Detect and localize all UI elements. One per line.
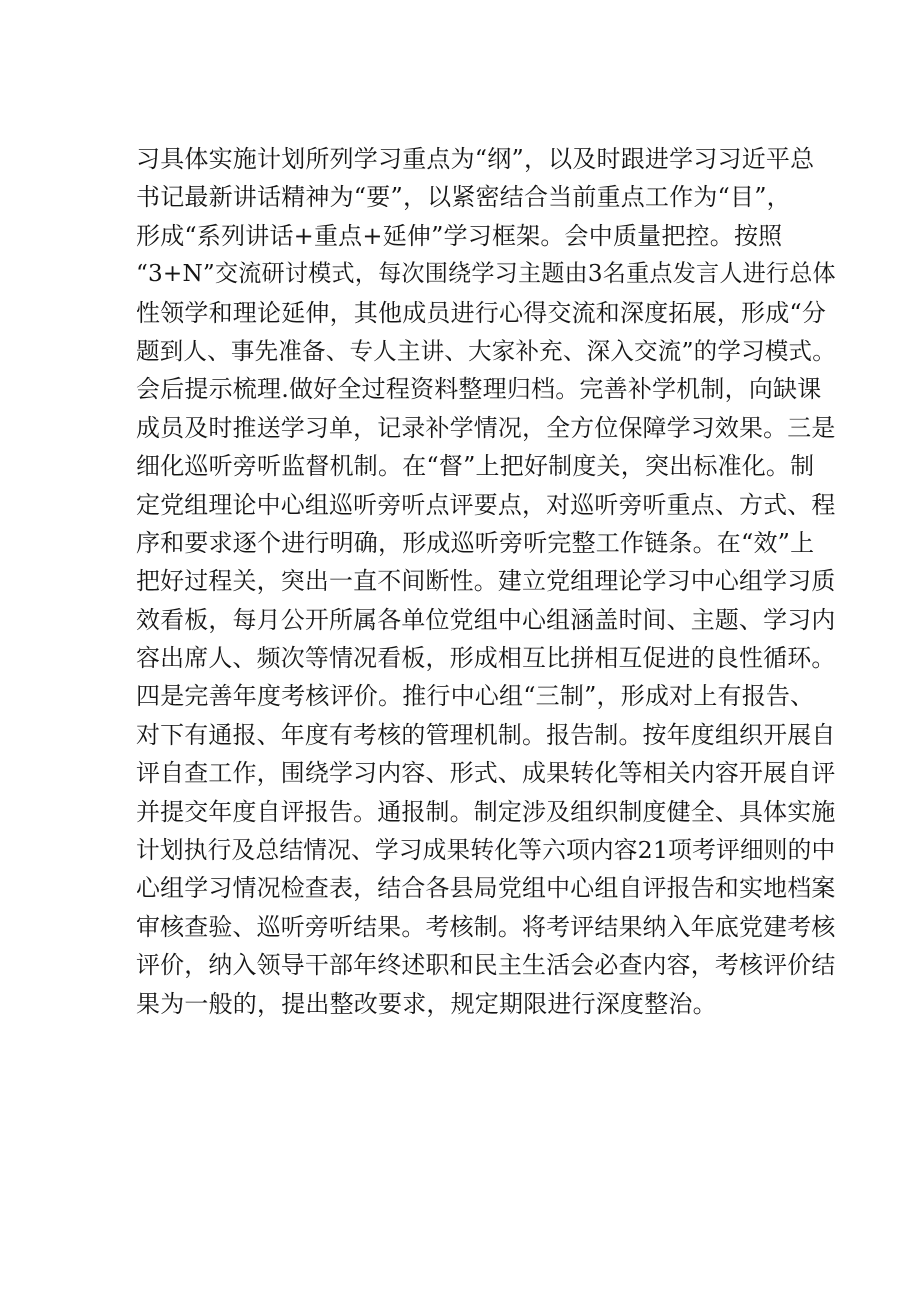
text-line: 把好过程关，突出一直不间断性。建立党组理论学习中心组学习质 [136,567,836,596]
body-text [136,142,836,1025]
text-line: 题到人、事先准备、专人主讲、大家补充、深入交流”的学习模式。 [136,336,836,365]
text-line: 形成“系列讲话+重点+延伸”学习框架。会中质量把控。按照 [136,221,783,250]
text-line: 心组学习情况检查表，结合各县局党组中心组自评报告和实地档案 [136,874,836,903]
text-line: 容出席人、频次等情况看板，形成相互比拼相互促进的良性循环。 [136,644,836,673]
text-line: 书记最新讲话精神为“要”，以紧密结合当前重点工作为“目”， [136,183,791,212]
text-line: 计划执行及总结情况、学习成果转化等六项内容21项考评细则的中 [136,836,836,865]
text-line: 习具体实施计划所列学习重点为“纲”，以及时跟进学习习近平总 [136,145,815,173]
text-line: 定党组理论中心组巡听旁听点评要点，对巡听旁听重点、方式、程 [136,490,836,519]
text-line: 并提交年度自评报告。通报制。制定涉及组织制度健全、具体实施 [136,797,836,826]
text-line: 效看板，每月公开所属各单位党组中心组涵盖时间、主题、学习内 [136,605,836,634]
text-line: 果为一般的，提出整改要求，规定期限进行深度整治。 [136,989,717,1018]
text-line: 审核查验、巡听旁听结果。考核制。将考评结果纳入年底党建考核 [136,912,836,941]
text-line: 四是完善年度考核评价。推行中心组“三制”，形成对上有报告、 [136,682,815,711]
text-line: 评自查工作，围绕学习内容、形式、成果转化等相关内容开展自评 [136,759,836,788]
text-line: 成员及时推送学习单，记录补学情况，全方位保障学习效果。三是 [136,413,836,442]
text-line: 序和要求逐个进行明确，形成巡听旁听完整工作链条。在“效”上 [136,528,815,557]
text-line: “3+N”交流研讨模式，每次围绕学习主题由3名重点发言人进行总体 [136,261,836,288]
text-line: 会后提示梳理.做好全过程资料整理归档。完善补学机制，向缺课 [136,375,822,404]
text-line: 细化巡听旁听监督机制。在“督”上把好制度关，突出标准化。制 [136,452,815,481]
text-line: 对下有通报、年度有考核的管理机制。报告制。按年度组织开展自 [136,720,836,749]
text-line: 性领学和理论延伸，其他成员进行心得交流和深度拓展，形成“分 [136,298,827,327]
text-line: 评价，纳入领导干部年终述职和民主生活会必查内容，考核评价结 [136,951,836,980]
